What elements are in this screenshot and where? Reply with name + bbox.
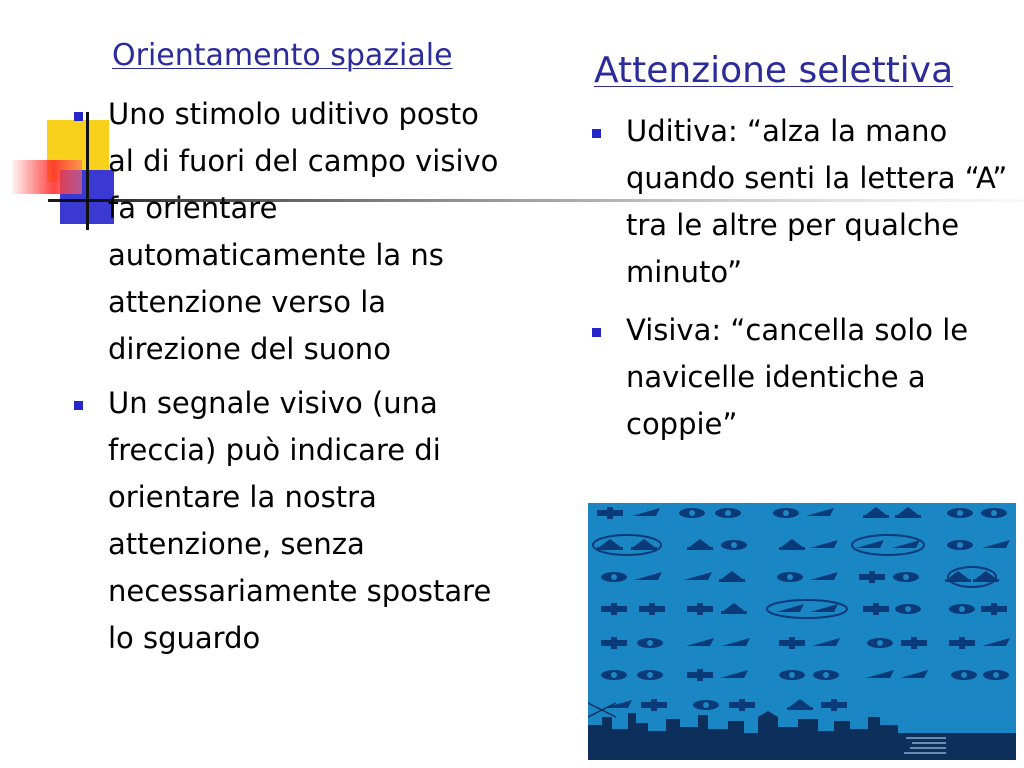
left-bullet-item (108, 91, 513, 373)
left-column-title: Orientamento spaziale (112, 38, 453, 73)
deco-red-bar (12, 160, 82, 194)
right-bullet-text: Uditiva: “alza la mano quando senti la lettera “A” tra le altre per qualche minuto” (626, 114, 1008, 289)
left-bullet-text: Un segnale visivo (una freccia) può indicare di orientare la nostra attenzione, senza necessariamente spostare lo sguardo (108, 386, 492, 655)
square-bullet-icon (74, 401, 83, 410)
right-bullet-item (626, 108, 1016, 296)
ship-rows (597, 507, 1010, 711)
right-bullet-item (626, 307, 1016, 448)
right-bullet-list (626, 108, 1016, 459)
right-column-title: Attenzione selettiva (594, 50, 954, 91)
right-bullet-text: Visiva: “cancella solo le navicelle identiche a coppie” (626, 313, 969, 441)
left-bullet-text: Uno stimolo uditivo posto al di fuori del campo visivo fa orientare automaticamente la ns attenzione verso la direzione del suono (108, 97, 499, 366)
square-bullet-icon (592, 328, 601, 337)
square-bullet-icon (74, 112, 83, 121)
left-bullet-list (108, 91, 513, 669)
spaceship-grid-image (588, 503, 1016, 760)
spaceship-cancellation-figure (588, 503, 1016, 760)
deco-vertical-line (86, 112, 89, 230)
left-bullet-item (108, 380, 513, 662)
square-bullet-icon (592, 129, 601, 138)
